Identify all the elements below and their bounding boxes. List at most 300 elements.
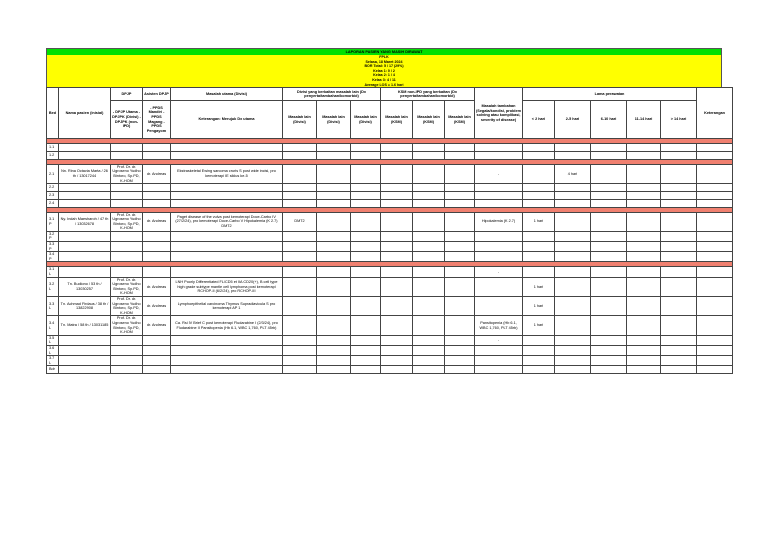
empty-cell — [591, 356, 627, 366]
empty-cell — [661, 184, 697, 192]
empty-cell — [143, 267, 171, 277]
empty-cell — [555, 267, 591, 277]
empty-cell — [413, 267, 445, 277]
bor-total: BOR Total: 5 / 17 (29%) — [46, 64, 722, 69]
report-date: Selasa, 18 Maret 2024 — [46, 60, 722, 65]
empty-cell — [381, 366, 413, 374]
col-dpjp-sub: - DPJP Utama - DPJPK (Divisi) - DPJPK (non-IPD) — [111, 101, 143, 139]
empty-cell — [381, 144, 413, 152]
empty-cell — [591, 144, 627, 152]
ml-ksm-2-cell — [413, 297, 445, 316]
ml-ksm-3-cell — [445, 212, 475, 231]
col-bed: Bed — [47, 88, 59, 139]
empty-cell — [283, 345, 317, 355]
dpjp-cell: Prof. Dr. dr. Ugroseno Yudho Bintoro, Sp.PD, K-HOM — [112, 316, 141, 335]
tambahan-cell: Pansitopenia (Hb 6.1, WBC 1,760, PLT 45rb) — [475, 316, 523, 335]
empty-cell — [413, 199, 445, 207]
empty-cell — [445, 199, 475, 207]
empty-cell — [59, 366, 111, 374]
ml-divisi-1-cell: DMT2 — [283, 212, 317, 231]
empty-cell — [627, 191, 661, 199]
los-cell — [591, 164, 627, 183]
empty-cell — [523, 184, 555, 192]
col-tambahan-title: Masalah tambahan — [481, 103, 516, 108]
census-report-sheet — [46, 48, 725, 374]
ml-divisi-1-cell — [283, 316, 317, 335]
patient-cell: Tn. Budiono / 53 th / 13030257 — [59, 277, 111, 296]
report-unit: FPLK — [46, 55, 722, 60]
asisten-cell: dr. Andreas — [143, 316, 171, 335]
tambahan-cell — [475, 345, 523, 355]
los-cell — [555, 277, 591, 296]
empty-cell — [661, 191, 697, 199]
empty-cell — [381, 335, 413, 345]
empty-cell — [627, 252, 661, 262]
empty-cell — [523, 366, 555, 374]
col-ksm: KSM non-IPD yang berkaitan (Dx penyerta/tambahan/komorbid) — [381, 88, 475, 101]
empty-cell — [351, 184, 381, 192]
empty-cell — [661, 242, 697, 252]
report-title: LAPORAN PASIEN YANG MASIH DIRAWAT — [46, 48, 722, 55]
empty-cell — [381, 191, 413, 199]
col-problem-sub: Keterangan: Merujuk Dx utama — [171, 101, 283, 139]
empty-cell — [627, 356, 661, 366]
empty-cell — [351, 366, 381, 374]
table-row[interactable] — [47, 191, 733, 199]
tambahan-cell: - — [475, 267, 523, 277]
col-other-divisi: Divisi yang berkaitan masalah lain (Dx penyerta/tambahan/komorbid) — [283, 88, 381, 101]
empty-cell — [59, 199, 111, 207]
empty-cell — [171, 184, 283, 192]
los-cell — [591, 297, 627, 316]
empty-cell — [555, 151, 591, 159]
empty-cell — [523, 252, 555, 262]
empty-cell — [697, 184, 733, 192]
tambahan-cell — [475, 151, 523, 159]
empty-cell — [555, 335, 591, 345]
empty-cell — [317, 199, 351, 207]
table-row[interactable] — [47, 212, 733, 231]
tambahan-cell — [475, 366, 523, 374]
empty-cell — [445, 191, 475, 199]
col-ml-divisi-1: Masalah lain (Divisi) — [283, 101, 317, 139]
empty-cell — [523, 267, 555, 277]
empty-cell — [555, 356, 591, 366]
ml-ksm-2-cell — [413, 316, 445, 335]
los-cell: 4 hari — [555, 164, 591, 183]
table-row[interactable] — [47, 345, 733, 355]
empty-cell — [413, 366, 445, 374]
tambahan-cell — [475, 242, 523, 252]
table-row[interactable] — [47, 231, 733, 241]
col-tambahan-sub: (Segala/kondisi, problem solving atau komplikasi, severity of disease) — [476, 108, 521, 122]
empty-cell — [59, 191, 111, 199]
col-ml-divisi-2: Masalah lain (Divisi) — [317, 101, 351, 139]
empty-cell — [627, 184, 661, 192]
empty-cell — [351, 191, 381, 199]
tambahan-cell — [475, 184, 523, 192]
empty-cell — [351, 199, 381, 207]
patient-cell: Nn. Rina Octavia Marta / 26 th / 13017244 — [59, 164, 111, 183]
keterangan-cell — [697, 164, 733, 183]
empty-cell — [59, 335, 111, 345]
empty-cell — [59, 242, 111, 252]
empty-cell — [351, 345, 381, 355]
empty-cell — [591, 231, 627, 241]
empty-cell — [591, 184, 627, 192]
empty-cell — [351, 144, 381, 152]
los-cell — [555, 297, 591, 316]
empty-cell — [445, 151, 475, 159]
empty-cell — [523, 151, 555, 159]
empty-cell — [317, 366, 351, 374]
empty-cell — [591, 252, 627, 262]
empty-cell — [627, 345, 661, 355]
empty-cell — [351, 151, 381, 159]
empty-cell — [697, 199, 733, 207]
empty-cell — [317, 242, 351, 252]
tambahan-cell — [475, 144, 523, 152]
bed-cell: 3.2 L — [47, 277, 59, 296]
empty-cell — [111, 345, 143, 355]
empty-cell — [697, 144, 733, 152]
col-los-2-5: 2-5 hari — [555, 101, 591, 139]
empty-cell — [143, 151, 171, 159]
empty-cell — [351, 356, 381, 366]
empty-cell — [661, 199, 697, 207]
empty-cell — [445, 144, 475, 152]
empty-cell — [59, 252, 111, 262]
empty-cell — [555, 231, 591, 241]
ml-ksm-3-cell — [445, 316, 475, 335]
empty-cell — [351, 242, 381, 252]
empty-cell — [381, 151, 413, 159]
empty-cell — [413, 356, 445, 366]
bor-kelas-2: Kelas 2: 1 / 4 — [46, 73, 722, 78]
los-cell — [591, 212, 627, 231]
los-cell — [661, 164, 697, 183]
empty-cell — [445, 335, 475, 345]
table-row[interactable] — [47, 366, 733, 374]
ml-ksm-1-cell — [381, 297, 413, 316]
empty-cell — [555, 184, 591, 192]
empty-cell — [381, 184, 413, 192]
ml-divisi-1-cell — [283, 297, 317, 316]
table-row[interactable] — [47, 184, 733, 192]
empty-cell — [661, 144, 697, 152]
empty-cell — [381, 267, 413, 277]
bed-cell: 2.2 — [47, 184, 59, 192]
empty-cell — [627, 242, 661, 252]
empty-cell — [143, 184, 171, 192]
col-ml-ksm-2: Masalah lain (KSM) — [413, 101, 445, 139]
los-cell — [627, 316, 661, 335]
los-cell — [555, 316, 591, 335]
empty-cell — [381, 345, 413, 355]
bed-cell: 3.4 P — [47, 252, 59, 262]
ml-divisi-1-cell — [283, 277, 317, 296]
bor-kelas-1: Kelas 1: 0 / 2 — [46, 69, 722, 74]
empty-cell — [555, 366, 591, 374]
empty-cell — [555, 242, 591, 252]
empty-cell — [661, 151, 697, 159]
table-row[interactable] — [47, 144, 733, 152]
los-cell — [555, 212, 591, 231]
empty-cell — [445, 252, 475, 262]
problem-cell: Ekstraskeletal Ewing sarcoma cruris S post wide incisi, pro kemoterapi IE siklus ke-5 — [171, 164, 283, 183]
table-row[interactable] — [47, 316, 733, 335]
empty-cell — [413, 242, 445, 252]
empty-cell — [627, 335, 661, 345]
empty-cell — [445, 231, 475, 241]
ml-divisi-2-cell — [317, 297, 351, 316]
empty-cell — [627, 199, 661, 207]
bed-cell: 2.3 — [47, 191, 59, 199]
empty-cell — [283, 267, 317, 277]
empty-cell — [143, 366, 171, 374]
bed-cell: 2.4 — [47, 199, 59, 207]
ml-ksm-2-cell — [413, 212, 445, 231]
empty-cell — [59, 345, 111, 355]
empty-cell — [445, 366, 475, 374]
empty-cell — [591, 335, 627, 345]
empty-cell — [283, 151, 317, 159]
empty-cell — [317, 191, 351, 199]
empty-cell — [523, 199, 555, 207]
empty-cell — [697, 366, 733, 374]
empty-cell — [143, 242, 171, 252]
empty-cell — [661, 345, 697, 355]
tambahan-cell — [475, 297, 523, 316]
los-cell: 1 hari — [523, 277, 555, 296]
asisten-cell: dr. Andreas — [143, 297, 171, 316]
empty-cell — [523, 242, 555, 252]
empty-cell — [171, 231, 283, 241]
table-row[interactable] — [47, 267, 733, 277]
ml-ksm-1-cell — [381, 212, 413, 231]
empty-cell — [445, 356, 475, 366]
tambahan-cell — [475, 199, 523, 207]
empty-cell — [591, 151, 627, 159]
empty-cell — [171, 356, 283, 366]
table-row[interactable] — [47, 242, 733, 252]
empty-cell — [283, 252, 317, 262]
los-cell — [661, 297, 697, 316]
empty-cell — [445, 267, 475, 277]
tambahan-cell — [475, 252, 523, 262]
tambahan-cell — [475, 356, 523, 366]
los-cell: 1 hari — [523, 297, 555, 316]
empty-cell — [555, 199, 591, 207]
empty-cell — [317, 184, 351, 192]
empty-cell — [111, 151, 143, 159]
empty-cell — [413, 191, 445, 199]
bed-cell: 3.1 P — [47, 212, 59, 231]
empty-cell — [555, 144, 591, 152]
empty-cell — [111, 144, 143, 152]
empty-cell — [445, 242, 475, 252]
bor-kelas-3: Kelas 3: 4 / 11 — [46, 78, 722, 83]
empty-cell — [697, 191, 733, 199]
los-cell — [627, 277, 661, 296]
empty-cell — [413, 345, 445, 355]
dpjp-cell: Prof. Dr. dr. Ugroseno Yudho Bintoro, Sp.PD, K-HOM — [112, 164, 141, 183]
bed-cell: 2.1 — [47, 164, 59, 183]
empty-cell — [555, 345, 591, 355]
ml-ksm-3-cell — [445, 277, 475, 296]
empty-cell — [627, 231, 661, 241]
empty-cell — [143, 335, 171, 345]
ml-divisi-2-cell — [317, 212, 351, 231]
table-row[interactable] — [47, 199, 733, 207]
empty-cell — [697, 345, 733, 355]
empty-cell — [381, 231, 413, 241]
ml-ksm-3-cell — [445, 164, 475, 183]
empty-cell — [627, 151, 661, 159]
problem-cell: LNH Poorly Differentiated FL/CD5 et IIA CD20(+), B cell type high grade subtype mantle cell lymphoma post kemoterapi RCHOP-II (6/2/24), pro RCHOP-III — [171, 277, 283, 296]
empty-cell — [627, 366, 661, 374]
table-row[interactable] — [47, 335, 733, 345]
empty-cell — [661, 267, 697, 277]
los-cell — [661, 316, 697, 335]
empty-cell — [627, 144, 661, 152]
problem-cell: Ca. Rsi IV Brief C post kemoterapi Fludarabine I (2/3/24), pro Fludarabine II Pansitopenia (Hb 6.1, WBC 1,760, PLT 45rb) — [171, 316, 283, 335]
ml-divisi-2-cell — [317, 164, 351, 183]
empty-cell — [555, 252, 591, 262]
ml-divisi-3-cell — [351, 277, 381, 296]
table-row[interactable] — [47, 277, 733, 296]
tambahan-cell — [475, 277, 523, 296]
keterangan-cell — [697, 212, 733, 231]
empty-cell — [317, 252, 351, 262]
empty-cell — [381, 199, 413, 207]
col-asisten: Asisten DPJP — [143, 88, 171, 101]
empty-cell — [591, 345, 627, 355]
bed-cell: 3.7 L — [47, 356, 59, 366]
empty-cell — [627, 267, 661, 277]
empty-cell — [59, 267, 111, 277]
ml-divisi-1-cell — [283, 164, 317, 183]
empty-cell — [171, 199, 283, 207]
empty-cell — [523, 345, 555, 355]
empty-cell — [171, 242, 283, 252]
empty-cell — [555, 191, 591, 199]
empty-cell — [351, 231, 381, 241]
empty-cell — [283, 184, 317, 192]
empty-cell — [143, 356, 171, 366]
empty-cell — [283, 335, 317, 345]
empty-cell — [111, 199, 143, 207]
bed-cell: Bdr — [47, 366, 59, 374]
asisten-cell: dr. Andreas — [143, 277, 171, 296]
empty-cell — [111, 356, 143, 366]
empty-cell — [111, 242, 143, 252]
empty-cell — [317, 267, 351, 277]
bed-cell: 1.2 — [47, 151, 59, 159]
col-asisten-sub: - PPDS Mandiri - PPDS Magang - PPDS Pengayom — [143, 101, 171, 139]
keterangan-cell — [697, 277, 733, 296]
empty-cell — [413, 144, 445, 152]
ml-ksm-1-cell — [381, 164, 413, 183]
table-row[interactable] — [47, 356, 733, 366]
empty-cell — [59, 151, 111, 159]
empty-cell — [171, 191, 283, 199]
patient-cell: Tn. Matra / 58 th / 13031185 — [59, 316, 111, 335]
empty-cell — [661, 335, 697, 345]
empty-cell — [697, 356, 733, 366]
empty-cell — [523, 144, 555, 152]
ml-divisi-3-cell — [351, 297, 381, 316]
empty-cell — [317, 231, 351, 241]
empty-cell — [283, 366, 317, 374]
empty-cell — [697, 242, 733, 252]
table-row[interactable] — [47, 151, 733, 159]
empty-cell — [591, 242, 627, 252]
empty-cell — [661, 366, 697, 374]
census-table — [46, 87, 733, 374]
empty-cell — [143, 252, 171, 262]
empty-cell — [283, 356, 317, 366]
ml-ksm-2-cell — [413, 164, 445, 183]
empty-cell — [351, 267, 381, 277]
empty-cell — [111, 335, 143, 345]
table-row[interactable] — [47, 297, 733, 316]
tambahan-cell: - — [475, 164, 523, 183]
bed-cell: 3.5 L — [47, 335, 59, 345]
empty-cell — [697, 231, 733, 241]
ml-ksm-1-cell — [381, 277, 413, 296]
empty-cell — [59, 231, 111, 241]
asisten-cell: dr. Andreas — [143, 212, 171, 231]
problem-cell: Lymphoepithelial carcinoma Thymus Supradiavicula S pro kemoterapi AP 1 — [171, 297, 283, 316]
col-ml-divisi-3: Masalah lain (Divisi) — [351, 101, 381, 139]
ml-ksm-1-cell — [381, 316, 413, 335]
los-cell — [591, 277, 627, 296]
empty-cell — [523, 335, 555, 345]
empty-cell — [381, 252, 413, 262]
table-row[interactable] — [47, 252, 733, 262]
tambahan-cell — [475, 231, 523, 241]
ml-divisi-2-cell — [317, 277, 351, 296]
empty-cell — [59, 356, 111, 366]
los-cell — [627, 212, 661, 231]
empty-cell — [143, 199, 171, 207]
los-cell — [661, 212, 697, 231]
bed-cell: 3.3 L — [47, 297, 59, 316]
empty-cell — [171, 151, 283, 159]
bed-cell: 3.4 L — [47, 316, 59, 335]
empty-cell — [591, 199, 627, 207]
col-problem: Masalah utama (Divisi) — [171, 88, 283, 101]
col-los-gt14: > 14 hari — [661, 101, 697, 139]
empty-cell — [59, 144, 111, 152]
empty-cell — [523, 356, 555, 366]
empty-cell — [171, 366, 283, 374]
col-dpjp: DPJP — [111, 88, 143, 101]
col-patient: Nama pasien (inisial) — [59, 88, 111, 139]
empty-cell — [413, 335, 445, 345]
empty-cell — [661, 231, 697, 241]
empty-cell — [697, 335, 733, 345]
col-keterangan: Keterangan — [697, 88, 733, 139]
empty-cell — [171, 144, 283, 152]
patient-cell: Ny. Indah Maesharoh / 47 th / 13032678 — [59, 212, 111, 231]
empty-cell — [143, 345, 171, 355]
empty-cell — [445, 345, 475, 355]
empty-cell — [697, 151, 733, 159]
table-row[interactable] — [47, 164, 733, 183]
empty-cell — [697, 267, 733, 277]
